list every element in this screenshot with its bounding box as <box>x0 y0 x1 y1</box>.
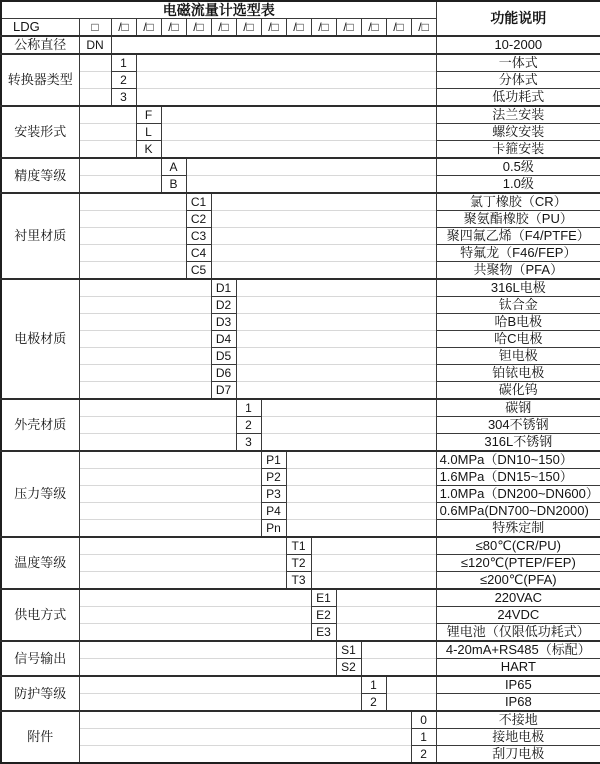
function-header: 功能说明 <box>436 1 600 36</box>
category-label-nominal-diameter: 公称直径 <box>1 36 79 54</box>
desc-cell: 锂电池（仅限低功耗式） <box>436 624 600 642</box>
code-cell: E2 <box>311 607 336 624</box>
desc-cell: 哈B电极 <box>436 314 600 331</box>
code-cell: C3 <box>186 228 211 245</box>
filler-cell <box>79 520 261 538</box>
code-cell: P4 <box>261 503 286 520</box>
code-cell: D1 <box>211 279 236 297</box>
filler-cell <box>79 158 161 176</box>
desc-cell: 卡箍安装 <box>436 141 600 159</box>
desc-cell: 220VAC <box>436 589 600 607</box>
desc-cell: ≤80℃(CR/PU) <box>436 537 600 555</box>
code-cell: D5 <box>211 348 236 365</box>
desc-cell: 1.0MPa（DN200~DN600） <box>436 486 600 503</box>
code-cell: T2 <box>286 555 311 572</box>
code-cell: C5 <box>186 262 211 280</box>
filler-cell <box>236 382 436 400</box>
code-cell: E1 <box>311 589 336 607</box>
filler-cell <box>79 624 311 642</box>
filler-cell <box>79 279 211 297</box>
filler-cell <box>211 245 436 262</box>
desc-cell: HART <box>436 659 600 677</box>
code-cell: T3 <box>286 572 311 590</box>
filler-cell <box>79 607 311 624</box>
filler-cell <box>79 555 286 572</box>
code-cell: 0 <box>411 711 436 729</box>
code-cell: F <box>136 106 161 124</box>
category-label-liner-material: 衬里材质 <box>1 193 79 279</box>
filler-cell <box>311 572 436 590</box>
category-label-installation-type: 安装形式 <box>1 106 79 158</box>
code-cell: D2 <box>211 297 236 314</box>
code-cell: E3 <box>311 624 336 642</box>
code-cell: S1 <box>336 641 361 659</box>
model-slash-box: /□ <box>411 19 436 37</box>
filler-cell <box>79 641 336 659</box>
desc-cell: 碳钢 <box>436 399 600 417</box>
filler-cell <box>79 314 211 331</box>
filler-cell <box>161 141 436 159</box>
code-cell: L <box>136 124 161 141</box>
filler-cell <box>286 469 436 486</box>
filler-cell <box>386 676 436 694</box>
desc-cell: 共聚物（PFA） <box>436 262 600 280</box>
category-label-signal-output: 信号输出 <box>1 641 79 676</box>
filler-cell <box>79 176 161 194</box>
filler-cell <box>79 365 211 382</box>
desc-cell: 特殊定制 <box>436 520 600 538</box>
model-slash-box: /□ <box>111 19 136 37</box>
model-slash-box: /□ <box>261 19 286 37</box>
category-label-electrode-material: 电极材质 <box>1 279 79 399</box>
model-slash-box: /□ <box>161 19 186 37</box>
category-label-temperature-rating: 温度等级 <box>1 537 79 589</box>
model-slash-box: /□ <box>311 19 336 37</box>
code-cell: S2 <box>336 659 361 677</box>
code-cell: K <box>136 141 161 159</box>
table-title: 电磁流量计选型表 <box>1 1 436 19</box>
filler-cell <box>211 228 436 245</box>
model-prefix: LDG <box>1 19 79 37</box>
model-slash-box: /□ <box>186 19 211 37</box>
model-slash-box: /□ <box>336 19 361 37</box>
filler-cell <box>211 211 436 228</box>
code-cell: D3 <box>211 314 236 331</box>
code-cell: D4 <box>211 331 236 348</box>
code-cell: T1 <box>286 537 311 555</box>
filler-cell <box>236 331 436 348</box>
filler-cell <box>79 399 236 417</box>
filler-cell <box>79 245 186 262</box>
filler-cell <box>79 228 186 245</box>
code-cell: 3 <box>236 434 261 452</box>
desc-cell: 分体式 <box>436 72 600 89</box>
filler-cell <box>79 348 211 365</box>
code-cell: B <box>161 176 186 194</box>
code-cell: 2 <box>111 72 136 89</box>
filler-cell <box>211 193 436 211</box>
desc-cell: 4-20mA+RS485（标配） <box>436 641 600 659</box>
category-label-accuracy-class: 精度等级 <box>1 158 79 193</box>
filler-cell <box>79 503 261 520</box>
filler-cell <box>79 746 411 764</box>
filler-cell <box>236 314 436 331</box>
filler-cell <box>79 382 211 400</box>
filler-cell <box>136 89 436 107</box>
filler-cell <box>161 124 436 141</box>
filler-cell <box>79 572 286 590</box>
code-cell: 1 <box>361 676 386 694</box>
filler-cell <box>286 486 436 503</box>
desc-cell: 1.6MPa（DN15~150） <box>436 469 600 486</box>
filler-cell <box>79 659 336 677</box>
filler-cell <box>79 451 261 469</box>
code-cell: P2 <box>261 469 286 486</box>
filler-cell <box>361 641 436 659</box>
filler-cell <box>386 694 436 712</box>
desc-cell: 特氟龙（F46/FEP） <box>436 245 600 262</box>
desc-cell: 聚四氟乙烯（F4/PTFE） <box>436 228 600 245</box>
filler-cell <box>79 89 111 107</box>
model-slash-box: /□ <box>236 19 261 37</box>
model-slash-box: /□ <box>136 19 161 37</box>
filler-cell <box>336 589 436 607</box>
filler-cell <box>311 537 436 555</box>
filler-cell <box>236 279 436 297</box>
model-slash-box: /□ <box>286 19 311 37</box>
code-cell: C4 <box>186 245 211 262</box>
desc-cell: 0.5级 <box>436 158 600 176</box>
filler-cell <box>79 106 136 124</box>
filler-cell <box>211 262 436 280</box>
desc-cell: IP65 <box>436 676 600 694</box>
filler-cell <box>261 434 436 452</box>
desc-cell: 螺纹安装 <box>436 124 600 141</box>
code-cell: 2 <box>361 694 386 712</box>
code-cell: Pn <box>261 520 286 538</box>
filler-cell <box>286 503 436 520</box>
code-cell: 1 <box>111 54 136 72</box>
filler-cell <box>111 36 436 54</box>
filler-cell <box>79 54 111 72</box>
filler-cell <box>236 348 436 365</box>
filler-cell <box>79 262 186 280</box>
desc-cell: 聚氨酯橡胶（PU） <box>436 211 600 228</box>
filler-cell <box>79 469 261 486</box>
category-label-pressure-rating: 压力等级 <box>1 451 79 537</box>
desc-cell: 法兰安装 <box>436 106 600 124</box>
desc-cell: 铂铱电极 <box>436 365 600 382</box>
code-cell: A <box>161 158 186 176</box>
desc-cell: 316L电极 <box>436 279 600 297</box>
filler-cell <box>186 176 436 194</box>
filler-cell <box>261 417 436 434</box>
desc-cell: 316L不锈钢 <box>436 434 600 452</box>
filler-cell <box>186 158 436 176</box>
code-cell: C2 <box>186 211 211 228</box>
code-cell: C1 <box>186 193 211 211</box>
desc-cell: 304不锈钢 <box>436 417 600 434</box>
code-cell: 1 <box>411 729 436 746</box>
filler-cell <box>136 72 436 89</box>
code-cell: 1 <box>236 399 261 417</box>
desc-cell: 低功耗式 <box>436 89 600 107</box>
filler-cell <box>79 211 186 228</box>
category-label-converter-type: 转换器类型 <box>1 54 79 106</box>
filler-cell <box>236 297 436 314</box>
filler-cell <box>79 141 136 159</box>
code-cell: 3 <box>111 89 136 107</box>
desc-cell: 氯丁橡胶（CR） <box>436 193 600 211</box>
desc-cell: 一体式 <box>436 54 600 72</box>
filler-cell <box>336 607 436 624</box>
code-cell: D7 <box>211 382 236 400</box>
code-cell: DN <box>79 36 111 54</box>
desc-cell: 10-2000 <box>436 36 600 54</box>
filler-cell <box>79 711 411 729</box>
filler-cell <box>311 555 436 572</box>
filler-cell <box>79 417 236 434</box>
desc-cell: 24VDC <box>436 607 600 624</box>
code-cell: D6 <box>211 365 236 382</box>
desc-cell: 钛合金 <box>436 297 600 314</box>
filler-cell <box>261 399 436 417</box>
filler-cell <box>79 72 111 89</box>
filler-cell <box>79 537 286 555</box>
category-label-power-supply: 供电方式 <box>1 589 79 641</box>
desc-cell: 刮刀电极 <box>436 746 600 764</box>
filler-cell <box>79 694 361 712</box>
filler-cell <box>161 106 436 124</box>
model-slash-box: /□ <box>211 19 236 37</box>
code-cell: P1 <box>261 451 286 469</box>
filler-cell <box>336 624 436 642</box>
desc-cell: ≤200℃(PFA) <box>436 572 600 590</box>
desc-cell: 1.0级 <box>436 176 600 194</box>
desc-cell: 4.0MPa（DN10~150） <box>436 451 600 469</box>
filler-cell <box>79 297 211 314</box>
model-slash-box: /□ <box>361 19 386 37</box>
code-cell: 2 <box>411 746 436 764</box>
filler-cell <box>361 659 436 677</box>
desc-cell: 碳化钨 <box>436 382 600 400</box>
filler-cell <box>236 365 436 382</box>
category-label-housing-material: 外壳材质 <box>1 399 79 451</box>
code-cell: P3 <box>261 486 286 503</box>
desc-cell: 0.6MPa(DN700~DN2000) <box>436 503 600 520</box>
desc-cell: 哈C电极 <box>436 331 600 348</box>
filler-cell <box>79 589 311 607</box>
filler-cell <box>286 451 436 469</box>
filler-cell <box>79 729 411 746</box>
category-label-accessories: 附件 <box>1 711 79 763</box>
filler-cell <box>136 54 436 72</box>
model-slash-box: /□ <box>386 19 411 37</box>
desc-cell: 不接地 <box>436 711 600 729</box>
category-label-protection-rating: 防护等级 <box>1 676 79 711</box>
model-box: □ <box>79 19 111 37</box>
filler-cell <box>79 124 136 141</box>
desc-cell: 接地电极 <box>436 729 600 746</box>
desc-cell: IP68 <box>436 694 600 712</box>
desc-cell: 钽电极 <box>436 348 600 365</box>
filler-cell <box>286 520 436 538</box>
filler-cell <box>79 676 361 694</box>
desc-cell: ≤120℃(PTEP/FEP) <box>436 555 600 572</box>
filler-cell <box>79 193 186 211</box>
filler-cell <box>79 486 261 503</box>
code-cell: 2 <box>236 417 261 434</box>
filler-cell <box>79 434 236 452</box>
filler-cell <box>79 331 211 348</box>
